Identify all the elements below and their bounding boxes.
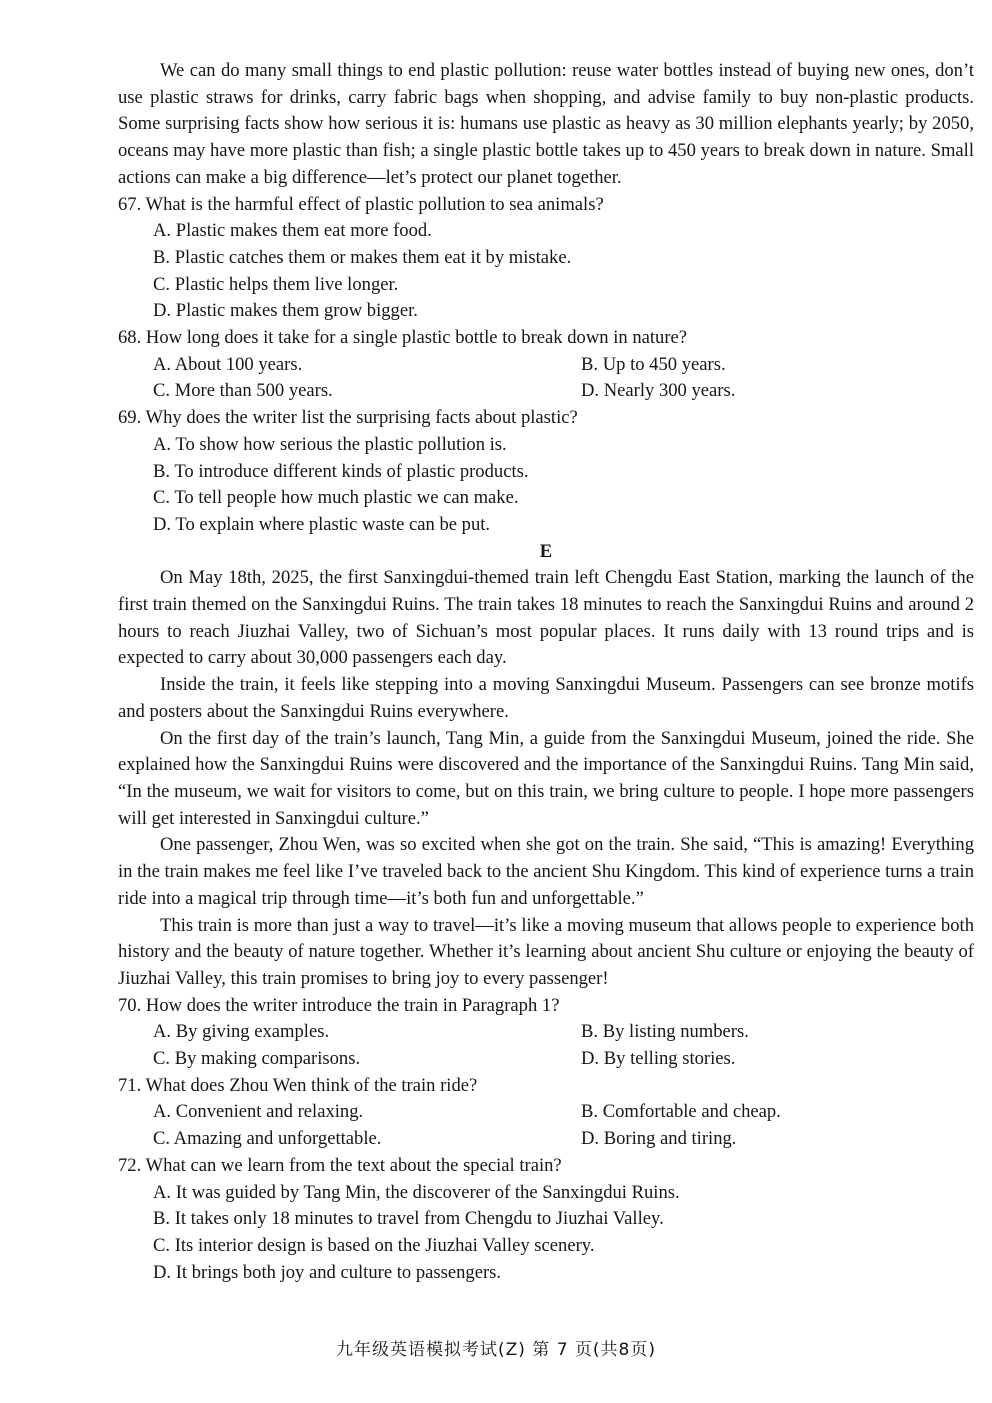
question-70 [118,993,974,1073]
question-stem: 71. What does Zhou Wen think of the train ride? [118,1074,478,1096]
question-stem: 68. How long does it take for a single plastic bottle to break down in nature? [118,327,688,349]
option-d: D. By telling stories. [581,1048,736,1070]
options-row [153,1099,974,1126]
option-a: A. Plastic makes them eat more food. [153,220,432,242]
question-stem: 70. How does the writer introduce the train in Paragraph 1? [118,994,560,1016]
question-67 [118,192,974,326]
passage-e [118,565,974,992]
passage-d-closing-paragraph: We can do many small things to end plastic pollution: reuse water bottles instead of buying new ones, don’t use plastic straws for drinks, carry fabric bags when shopping, and advise family to buy non-plastic products. Some surprising facts show how serious it is: humans use plastic as heavy as 30 million elephants yearly; by 2050, oceans may have more plastic than fish; a single plastic bottle takes up to 450 years to break down in nature. Small actions can make a big difference—let’s protect our planet together. [118,60,974,188]
passage-e-paragraph-5: This train is more than just a way to travel—it’s like a moving museum that allows people to experience both history and the beauty of nature together. Whether it’s learning about ancient Shu culture or enjoying the beauty of Jiuzhai Valley, this train promises to bring joy to every passenger! [118,914,974,989]
option-d: D. To explain where plastic waste can be put. [153,513,491,535]
option-b: B. Comfortable and cheap. [581,1101,781,1123]
passage-e-paragraph-3: On the first day of the train’s launch, Tang Min, a guide from the Sanxingdui Museum, joined the ride. She explained how the Sanxingdui Ruins were discovered and the importance of the Sanxingdui Ruins. Tang Min said, “In the museum, we wait for visitors to come, but on this train, we bring culture to people. I hope more passengers will get interested in Sanxingdui culture.” [118,727,974,829]
option-c: C. Plastic helps them live longer. [153,273,399,295]
options-row [153,1019,974,1046]
option-b: B. Plastic catches them or makes them eat it by mistake. [153,246,572,268]
options-row [153,378,974,405]
question-72 [118,1153,974,1287]
option-d: D. Plastic makes them grow bigger. [153,300,418,322]
question-68 [118,325,974,405]
option-a: A. It was guided by Tang Min, the discoverer of the Sanxingdui Ruins. [153,1181,680,1203]
options-row [153,352,974,379]
question-71 [118,1073,974,1153]
exam-page [118,58,974,1286]
passage-e-paragraph-2: Inside the train, it feels like stepping into a moving Sanxingdui Museum. Passengers can see bronze motifs and posters about the Sanxingdui Ruins everywhere. [118,674,974,722]
options-row [153,1126,974,1153]
passage-e-paragraph-1: On May 18th, 2025, the first Sanxingdui-themed train left Chengdu East Station, marking the launch of the first train themed on the Sanxingdui Ruins. The train takes 18 minutes to reach the Sanxingdui Ruins and around 2 hours to reach Jiuzhai Valley, two of Sichuan’s most popular places. It runs daily with 13 round trips and is expected to carry about 30,000 passengers each day. [118,567,974,669]
question-stem: 69. Why does the writer list the surprising facts about plastic? [118,407,578,429]
option-d: D. It brings both joy and culture to passengers. [153,1261,502,1283]
option-c: C. Its interior design is based on the Jiuzhai Valley scenery. [153,1234,595,1256]
question-69 [118,405,974,539]
option-a: A. Convenient and relaxing. [153,1101,364,1123]
option-c: C. Amazing and unforgettable. [153,1128,382,1150]
option-d: D. Boring and tiring. [581,1128,737,1150]
section-heading-e: E [539,540,553,562]
page-footer: 九年级英语模拟考试(Z) 第 7 页(共8页) [335,1340,657,1360]
option-d: D. Nearly 300 years. [581,380,736,402]
passage-e-paragraph-4: One passenger, Zhou Wen, was so excited when she got on the train. She said, “This is amazing! Everything in the train makes me feel like I’ve traveled back to the ancient Shu Kingdom. This kind of experience turns a train ride into a magical trip through time—it’s both fun and unforgettable.” [118,834,974,909]
option-c: C. More than 500 years. [153,380,333,402]
option-a: A. To show how serious the plastic pollution is. [153,433,507,455]
option-c: C. To tell people how much plastic we can make. [153,487,519,509]
option-c: C. By making comparisons. [153,1048,361,1070]
question-stem: 72. What can we learn from the text about the special train? [118,1154,562,1176]
option-b: B. To introduce different kinds of plastic products. [153,460,529,482]
option-b: B. It takes only 18 minutes to travel from Chengdu to Jiuzhai Valley. [153,1208,664,1230]
option-b: B. By listing numbers. [581,1021,749,1043]
option-a: A. About 100 years. [153,353,303,375]
option-a: A. By giving examples. [153,1021,330,1043]
option-b: B. Up to 450 years. [581,353,726,375]
question-stem: 67. What is the harmful effect of plastic pollution to sea animals? [118,193,604,215]
options-row [153,1046,974,1073]
